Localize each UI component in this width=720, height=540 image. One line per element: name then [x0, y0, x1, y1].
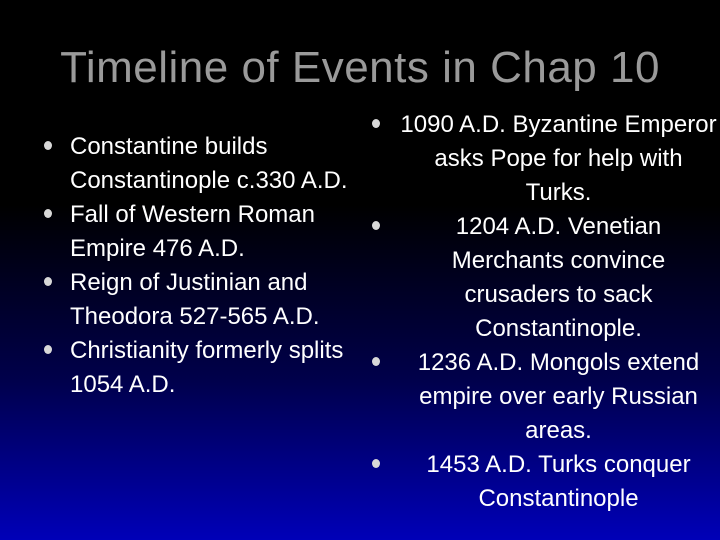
bullet-dot-icon — [372, 459, 380, 468]
bullet-dot-icon — [372, 357, 380, 366]
list-item — [44, 198, 354, 266]
page-title: Timeline of Events in Chap 10 — [60, 43, 660, 92]
bullet-dot-icon — [44, 277, 52, 286]
bullet-dot-icon — [372, 119, 380, 128]
list-item-text: Reign of Justinian and Theodora 527-565 A.D. — [70, 269, 320, 330]
list-item-text: 1453 A.D. Turks conquer Constantinople — [426, 451, 691, 512]
list-item — [44, 334, 354, 402]
bullet-dot-icon — [44, 345, 52, 354]
bullet-dot-icon — [372, 221, 380, 230]
list-item-text: Christianity formerly splits 1054 A.D. — [70, 337, 344, 398]
list-item — [372, 108, 717, 210]
list-item-text: 1204 A.D. Venetian Merchants convince crusaders to sack Constantinople. — [451, 213, 666, 342]
bullet-dot-icon — [44, 141, 52, 150]
list-item — [372, 346, 717, 448]
list-item — [372, 448, 717, 516]
list-item — [44, 130, 354, 198]
left-bullet-list — [44, 130, 354, 402]
list-item — [372, 210, 717, 346]
list-item-text: 1236 A.D. Mongols extend empire over early Russian areas. — [417, 349, 700, 444]
list-item-text: Constantine builds Constantinople c.330 A.D. — [70, 133, 348, 194]
bullet-dot-icon — [44, 209, 52, 218]
right-bullet-list — [372, 108, 717, 516]
list-item-text: Fall of Western Roman Empire 476 A.D. — [70, 201, 315, 262]
list-item — [44, 266, 354, 334]
list-item-text: 1090 A.D. Byzantine Emperor asks Pope for help with Turks. — [400, 111, 717, 206]
